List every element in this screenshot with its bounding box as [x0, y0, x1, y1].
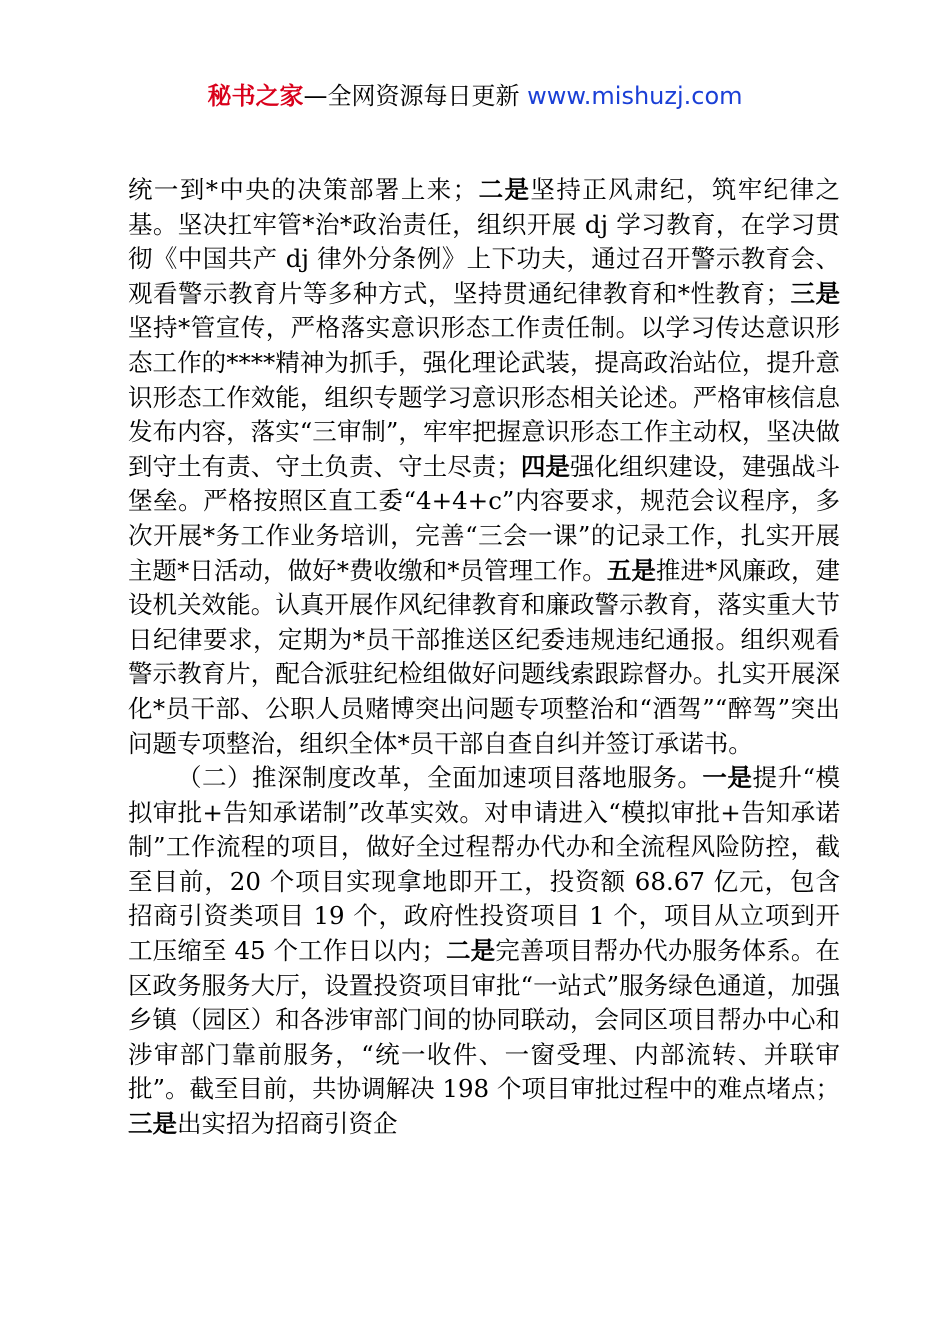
document-body: [128, 173, 840, 1142]
text-run: （二）推深制度改革，全面加速项目落地服务。: [177, 763, 703, 793]
site-tagline: —全网资源每日更新: [303, 82, 528, 110]
text-run: 完善项目帮办代办服务体系。在区政务服务大厅，设置投资项目审批“一站式”服务绿色通道，加强乡镇（园区）和各涉审部门间的协同联动，会同区项目帮办中心和涉审部门靠前服务，“统一收件、一窗受理、内部流转、并联审批”。截至目前，共协调解决 198 个项目审批过程中的难点堵点；: [128, 936, 841, 1104]
bold-marker: 五是: [606, 555, 656, 585]
bold-marker: 三是: [790, 278, 840, 308]
site-brand: 秘书之家: [207, 82, 304, 110]
paragraph-system-reform: [128, 761, 840, 1142]
text-run: 坚持*管宣传，严格落实意识形态工作责任制。以学习传达意识形态工作的****精神为抓手，强化理论武装，提高政治站位，提升意识形态工作效能，组织专题学习意识形态相关论述。严格审核信息发布内容，落实“三审制”，牢牢把握意识形态工作主动权，坚决做到守土有责、守土负责、守土尽责；: [128, 313, 840, 481]
text-run: 统一到*中央的决策部署上来；: [128, 175, 478, 204]
text-run: 强化组织建设，建强战斗堡垒。严格按照区直工委“4+4+c”内容要求，规范会议程序，多次开展*务工作业务培训，完善“三会一课”的记录工作，扎实开展主题*日活动，做好*费收缴和*员管理工作。: [128, 451, 841, 585]
text-run: 出实招为招商引资企: [177, 1109, 398, 1139]
paragraph-party-building: [128, 173, 840, 761]
bold-marker: 二是: [445, 936, 496, 966]
bold-marker: 三是: [128, 1109, 177, 1139]
bold-marker: 四是: [520, 451, 570, 481]
bold-marker: 一是: [702, 763, 753, 793]
text-run: 提升“模拟审批+告知承诺制”改革实效。对申请进入“模拟审批+告知承诺制”工作流程的项目，做好全过程帮办代办和全流程风险防控，截至目前，20 个项目实现拿地即开工，投资额 68.67 亿元，包含招商引资类项目 19 个，政府性投资项目 1 个，项目从立项到开工压缩至 45 个工作日以内；: [128, 763, 841, 966]
site-url-link[interactable]: www.mishuzj.com: [527, 82, 743, 110]
text-run: 推进*风廉政，建设机关效能。认真开展作风纪律教育和廉政警示教育，落实重大节日纪律要求，定期为*员干部推送区纪委违规违纪通报。组织观看警示教育片，配合派驻纪检组做好问题线索跟踪督办。扎实开展深化*员干部、公职人员赌博突出问题专项整治和“酒驾”“醉驾”突出问题专项整治，组织全体*员干部自查自纠并签订承诺书。: [128, 555, 841, 758]
bold-marker: 二是: [477, 175, 531, 204]
text-run: 坚持正风肃纪，筑牢纪律之基。坚决扛牢管*治*政治责任，组织开展 dj 学习教育，在学习贯彻《中国共产 dj 律外分条例》上下功夫，通过召开警示教育会、观看警示教育片等多种方式，坚持贯通纪律教育和*性教育；: [128, 175, 841, 308]
site-header: [0, 80, 950, 112]
